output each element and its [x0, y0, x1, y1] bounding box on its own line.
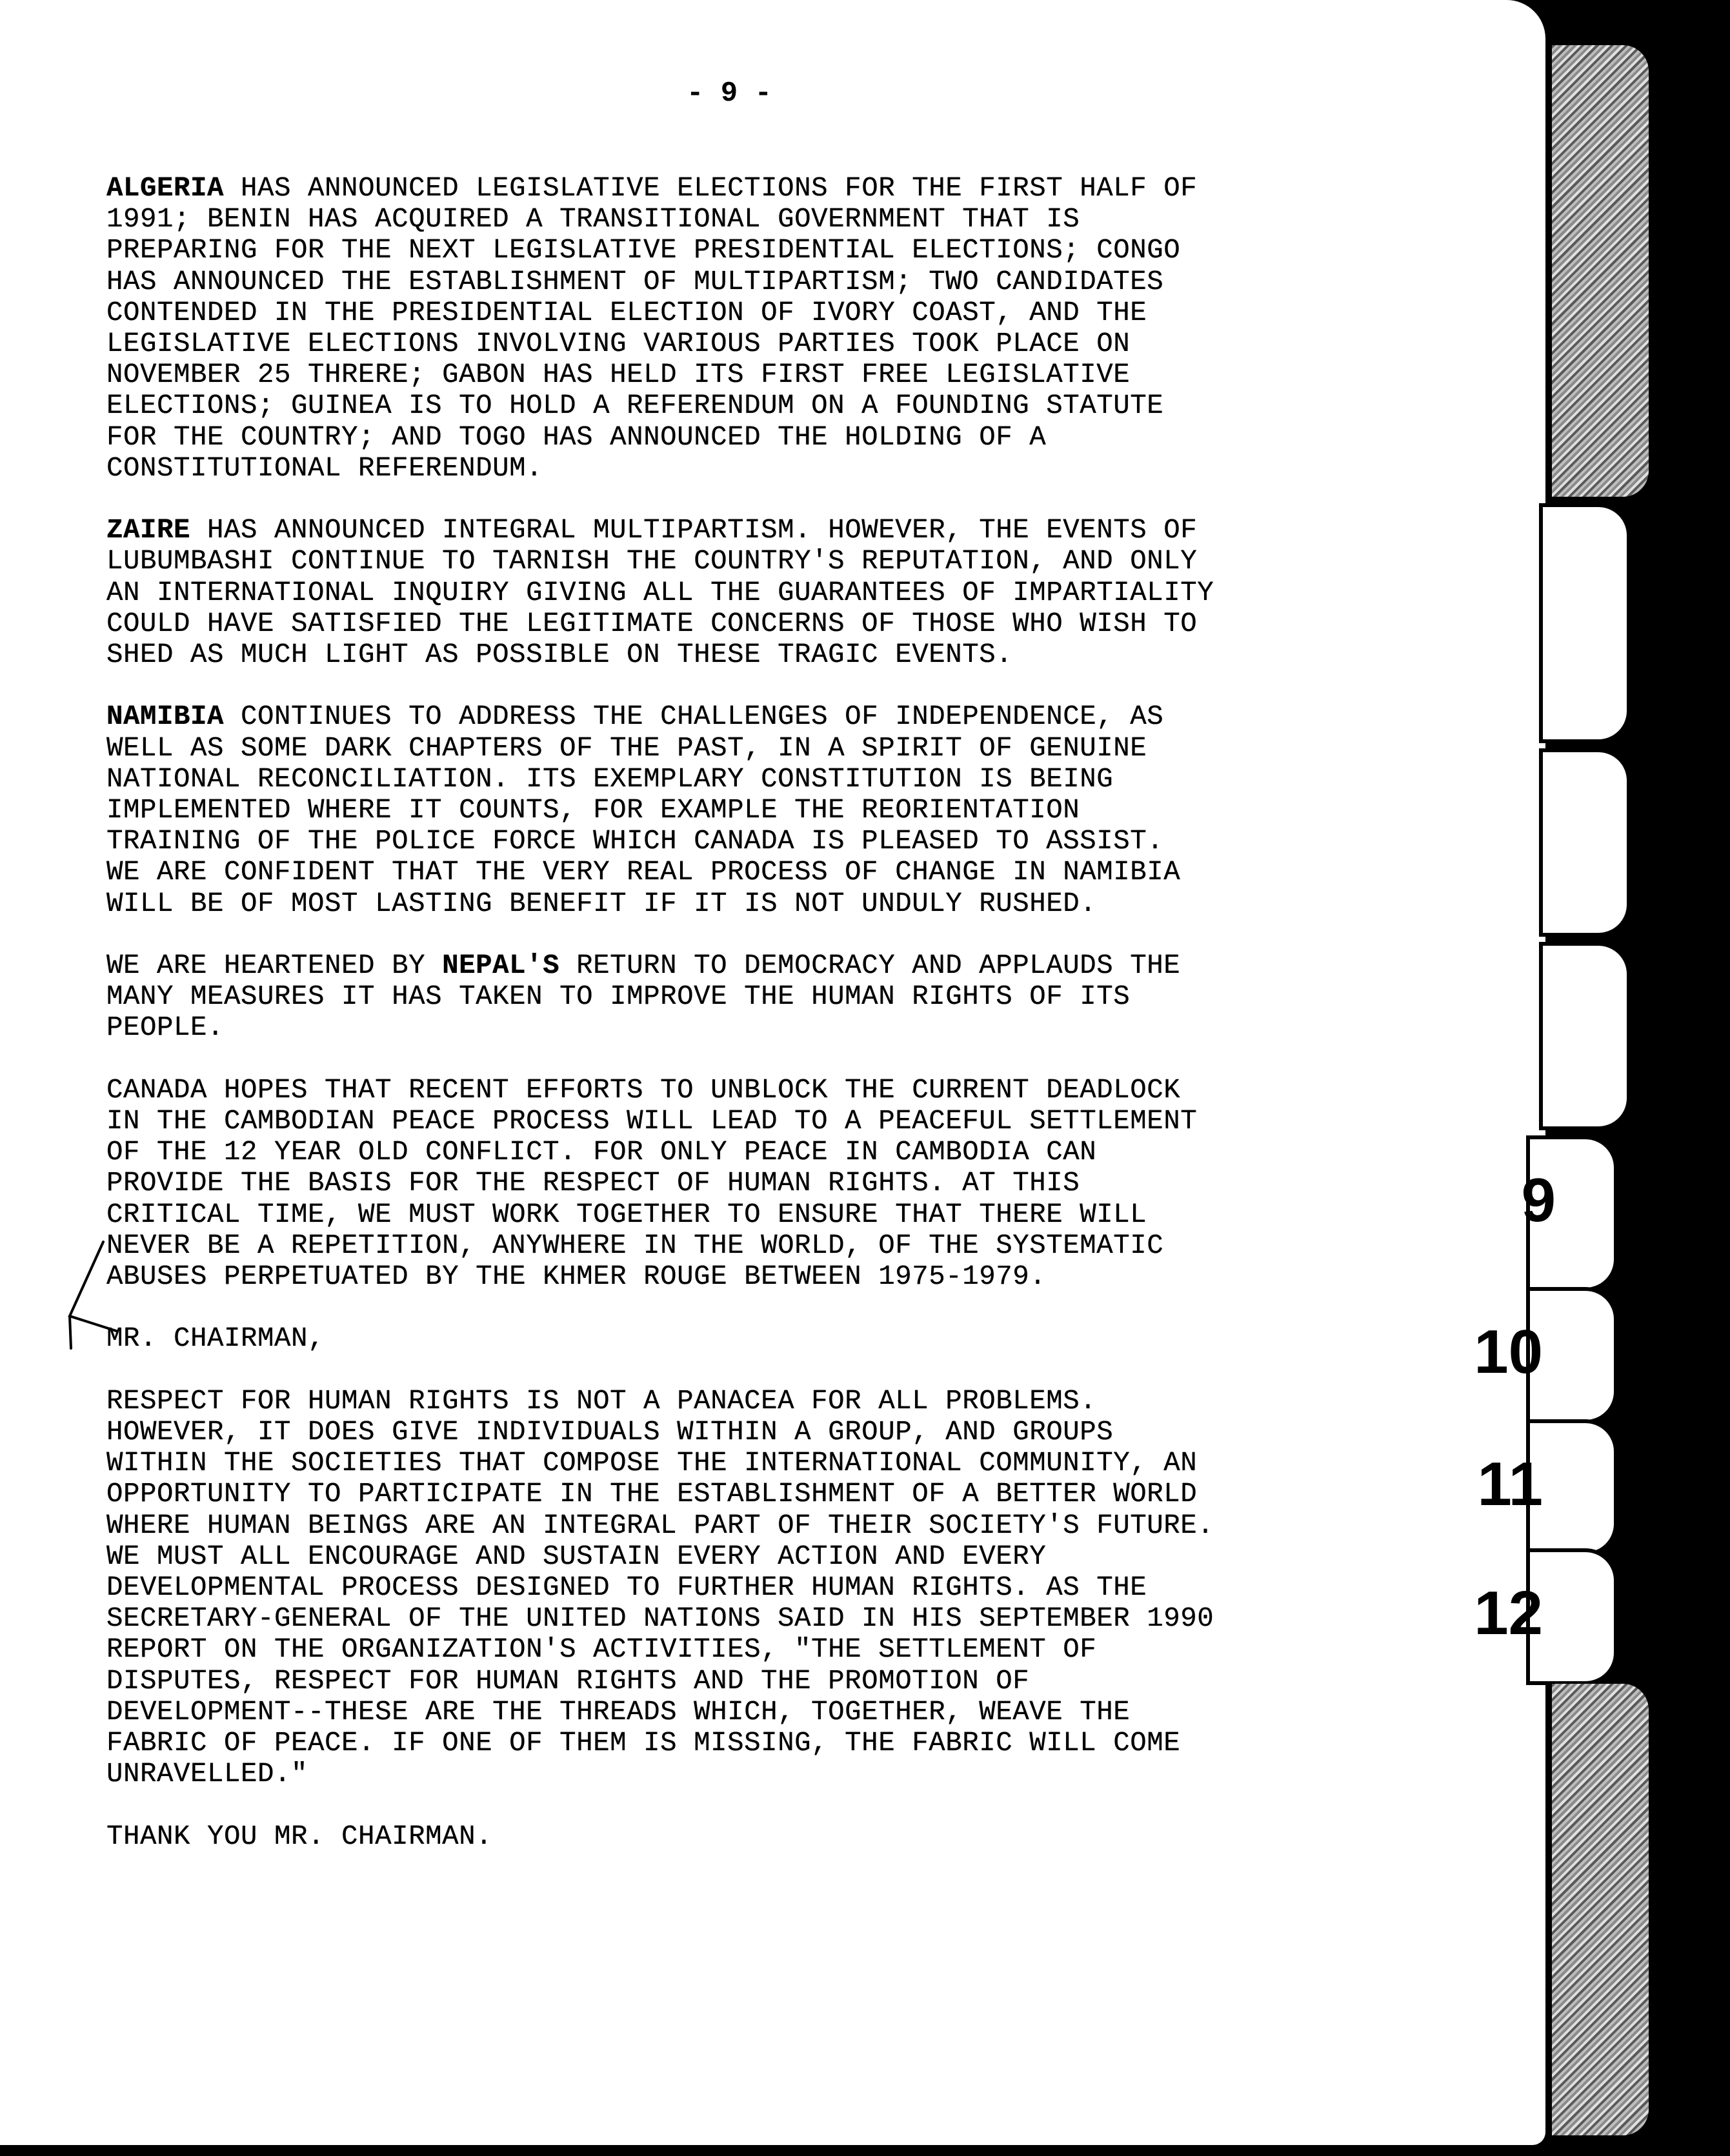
country-name: NEPAL'S [442, 950, 560, 982]
salutation-text: MR. CHAIRMAN, [106, 1323, 325, 1355]
tab-11[interactable] [1477, 1419, 1618, 1556]
tab-label: 9 [1521, 1166, 1556, 1235]
paragraph-text: HAS ANNOUNCED INTEGRAL MULTIPARTISM. HOWEVER, THE EVENTS OF LUBUMBASHI CONTINUE TO TARNISH THE COUNTRY'S REPUTATION, AND ONLY AN INTERNATIONAL INQUIRY GIVING ALL THE GUARANTEES OF IMPARTIALITY COULD HAVE SATISFIED THE LEGITIMATE CONCERNS OF THOSE WHO WISH TO SHED AS MUCH LIGHT AS POSSIBLE ON THESE TRAGIC EVENTS. [106, 515, 1214, 671]
paragraph-prefix: WE ARE HEARTENED BY [106, 950, 443, 982]
tab-label: 12 [1474, 1579, 1543, 1648]
blank-tab [1539, 748, 1631, 937]
paragraph-text: HAS ANNOUNCED LEGISLATIVE ELECTIONS FOR THE FIRST HALF OF 1991; BENIN HAS ACQUIRED A TRANSITIONAL GOVERNMENT THAT IS PREPARING FOR THE NEXT LEGISLATIVE PRESIDENTIAL ELECTIONS; CONGO HAS ANNOUNCED THE ESTABLISHMENT OF MULTIPARTISM; TWO CANDIDATES CONTENDED IN THE PRESIDENTIAL ELECTION OF IVORY COAST, AND THE LEGISLATIVE ELECTIONS INVOLVING VARIOUS PARTIES TOOK PLACE ON NOVEMBER 25 THRERE; GABON HAS HELD ITS FIRST FREE LEGISLATIVE ELECTIONS; GUINEA IS TO HOLD A REFERENDUM ON A FOUNDING STATUTE FOR THE COUNTRY; AND TOGO HAS ANNOUNCED THE HOLDING OF A CONSTITUTIONAL REFERENDUM. [106, 173, 1198, 484]
tab-10[interactable] [1474, 1287, 1618, 1424]
paragraph-algeria [106, 173, 1397, 484]
paragraph-namibia [106, 701, 1397, 919]
handwritten-margin-mark [65, 1235, 123, 1364]
document-body [106, 173, 1397, 1852]
paragraph-text: CONTINUES TO ADDRESS THE CHALLENGES OF INDEPENDENCE, AS WELL AS SOME DARK CHAPTERS OF THE PAST, IN A SPIRIT OF GENUINE NATIONAL RECONCILIATION. ITS EXEMPLARY CONSTITUTION IS BEING IMPLEMENTED WHERE IT COUNTS, FOR EXAMPLE THE REORIENTATION TRAINING OF THE POLICE FORCE WHICH CANADA IS PLEASED TO ASSIST. WE ARE CONFIDENT THAT THE VERY REAL PROCESS OF CHANGE IN NAMIBIA WILL BE OF MOST LASTING BENEFIT IF IT IS NOT UNDULY RUSHED. [106, 701, 1181, 919]
tab-9[interactable] [1521, 1135, 1618, 1292]
closing-text: THANK YOU MR. CHAIRMAN. [106, 1821, 493, 1852]
salutation [106, 1323, 1397, 1354]
blank-tab [1539, 503, 1631, 743]
paragraph-text: RESPECT FOR HUMAN RIGHTS IS NOT A PANACEA FOR ALL PROBLEMS. HOWEVER, IT DOES GIVE INDIVIDUALS WITHIN A GROUP, AND GROUPS WITHIN THE SOCIETIES THAT COMPOSE THE INTERNATIONAL COMMUNITY, AN OPPORTUNITY TO PARTICIPATE IN THE ESTABLISHMENT OF A BETTER WORLD WHERE HUMAN BEINGS ARE AN INTEGRAL PART OF THEIR SOCIETY'S FUTURE. WE MUST ALL ENCOURAGE AND SUSTAIN EVERY ACTION AND EVERY DEVELOPMENTAL PROCESS DESIGNED TO FURTHER HUMAN RIGHTS. AS THE SECRETARY-GENERAL OF THE UNITED NATIONS SAID IN HIS SEPTEMBER 1990 REPORT ON THE ORGANIZATION'S ACTIVITIES, "THE SETTLEMENT OF DISPUTES, RESPECT FOR HUMAN RIGHTS AND THE PROMOTION OF DEVELOPMENT--THESE ARE THE THREADS WHICH, TOGETHER, WEAVE THE FABRIC OF PEACE. IF ONE OF THEM IS MISSING, THE FABRIC WILL COME UNRAVELLED." [106, 1385, 1214, 1790]
grey-tab-bottom [1552, 1684, 1649, 2135]
tab-12[interactable] [1474, 1548, 1618, 1685]
binder-tab-strip [1474, 0, 1730, 2156]
closing-line [106, 1821, 1397, 1852]
country-name: ALGERIA [106, 173, 225, 204]
country-name: NAMIBIA [106, 701, 225, 733]
paragraph-nepal [106, 950, 1397, 1044]
tab-label: 11 [1477, 1450, 1543, 1519]
paragraph-text: CANADA HOPES THAT RECENT EFFORTS TO UNBLOCK THE CURRENT DEADLOCK IN THE CAMBODIAN PEACE PROCESS WILL LEAD TO A PEACEFUL SETTLEMENT OF THE 12 YEAR OLD CONFLICT. FOR ONLY PEACE IN CAMBODIA CAN PROVIDE THE BASIS FOR THE RESPECT OF HUMAN RIGHTS. AT THIS CRITICAL TIME, WE MUST WORK TOGETHER TO ENSURE THAT THERE WILL NEVER BE A REPETITION, ANYWHERE IN THE WORLD, OF THE SYSTEMATIC ABUSES PERPETUATED BY THE KHMER ROUGE BETWEEN 1975-1979. [106, 1074, 1198, 1293]
country-name: ZAIRE [106, 515, 191, 546]
grey-tab-top [1552, 45, 1649, 497]
paragraph-zaire [106, 515, 1397, 670]
paragraph-cambodia [106, 1075, 1397, 1292]
blank-tab [1539, 942, 1631, 1130]
tab-label: 10 [1474, 1317, 1543, 1386]
paragraph-text: RETURN TO DEMOCRACY AND APPLAUDS THE MANY MEASURES IT HAS TAKEN TO IMPROVE THE HUMAN RIGHTS OF ITS PEOPLE. [106, 950, 1181, 1044]
paragraph-human-rights [106, 1386, 1397, 1790]
page-number: - 9 - [686, 77, 772, 110]
